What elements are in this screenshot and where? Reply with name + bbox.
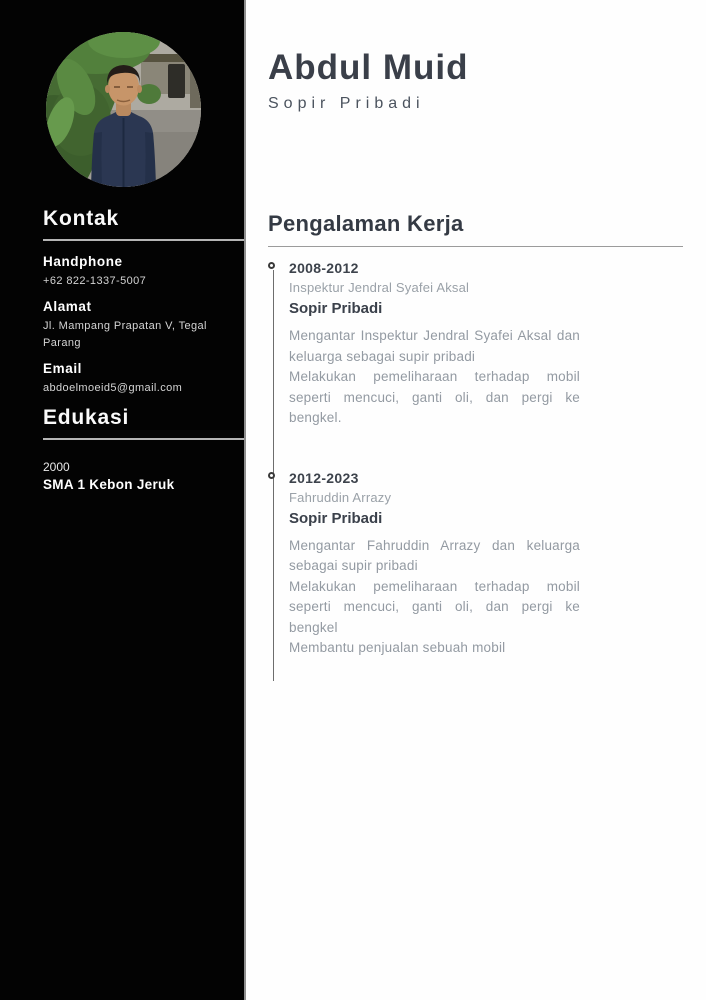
profile-photo-illustration — [46, 32, 201, 187]
entry-detail: Mengantar Fahruddin Arrazy dan keluarga sebagai supir pribadi — [289, 537, 580, 573]
contact-item-email — [43, 361, 244, 397]
education-year: 2000 — [43, 460, 70, 474]
contact-label: Alamat — [43, 299, 92, 314]
entry-detail: Melakukan pemeliharaan terhadap mobil seperti mencuci, ganti oli, dan pergi ke bengkel. — [289, 369, 580, 425]
education-heading: Edukasi — [43, 406, 244, 440]
contact-label: Handphone — [43, 254, 123, 269]
education-section — [43, 406, 244, 492]
experience-heading: Pengalaman Kerja — [268, 211, 683, 247]
phone-value: +62 822-1337-5007 — [43, 275, 147, 287]
email-value: abdoelmoeid5@gmail.com — [43, 382, 183, 394]
person-job-title: Sopir Pribadi — [268, 95, 425, 112]
contact-items — [43, 254, 244, 397]
header-block — [268, 48, 469, 113]
entry-detail: Membantu penjualan sebuah mobil — [289, 640, 506, 655]
contact-item-handphone — [43, 254, 244, 290]
timeline-dot-icon — [268, 472, 275, 479]
experience-section — [268, 211, 683, 681]
entry-detail: Mengantar Inspektur Jendral Syafei Aksal dan keluarga sebagai supir pribadi — [289, 328, 580, 364]
experience-entry — [289, 260, 683, 429]
entry-role: Sopir Pribadi — [289, 509, 383, 527]
experience-entry — [289, 470, 683, 659]
entry-detail: Melakukan pemeliharaan terhadap mobil seperti mencuci, ganti oli, dan pergi ke bengkel — [289, 578, 580, 635]
contact-label: Email — [43, 361, 83, 376]
sidebar — [0, 0, 246, 1000]
entry-employer: Fahruddin Arrazy — [289, 489, 392, 505]
experience-timeline — [268, 260, 683, 681]
profile-photo — [46, 32, 201, 187]
entry-period: 2008-2012 — [289, 260, 359, 276]
timeline-dot-icon — [268, 262, 275, 269]
entry-period: 2012-2023 — [289, 469, 359, 486]
entry-employer: Inspektur Jendral Syafei Aksal — [289, 280, 470, 295]
address-value: Jl. Mampang Prapatan V, Tegal Parang — [43, 320, 207, 349]
person-name: Abdul Muid — [268, 48, 469, 87]
education-school: SMA 1 Kebon Jeruk — [43, 477, 175, 492]
contact-item-address — [43, 299, 244, 352]
contact-heading: Kontak — [43, 207, 244, 241]
contact-section — [43, 207, 244, 406]
entry-role: Sopir Pribadi — [289, 300, 383, 317]
